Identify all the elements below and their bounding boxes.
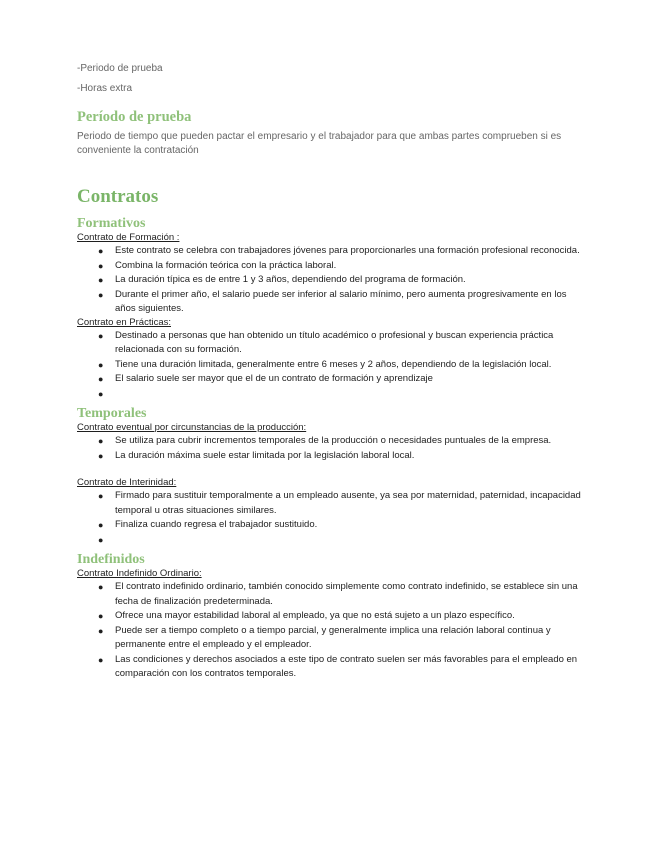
interinidad-subheading: Contrato de Interinidad: bbox=[77, 477, 177, 488]
periodo-heading: Período de prueba bbox=[77, 109, 192, 125]
bullet-icon: ● bbox=[98, 275, 104, 285]
spacer bbox=[77, 463, 587, 477]
eventual-subheading: Contrato eventual por circunstancias de la producción: bbox=[77, 422, 307, 433]
list-item: ● El contrato indefinido ordinario, también conocido simplemente como contrato indefinido, se establece sin una fecha de finalización predeterminada. bbox=[98, 581, 578, 607]
periodo-description: Periodo de tiempo que pueden pactar el empresario y el trabajador para que ambas partes comprueben si es conveniente la contratación bbox=[77, 131, 562, 156]
bullet-icon: ● bbox=[98, 359, 104, 370]
bullet-icon: ● bbox=[98, 289, 104, 300]
bullet-icon: ● bbox=[98, 534, 104, 545]
list-item bbox=[77, 387, 587, 402]
list-item: ● Tiene una duración limitada, generalmente entre 6 meses y 2 años, dependiendo de la legislación local. bbox=[77, 358, 587, 373]
list-item: ● Puede ser a tiempo completo o a tiempo parcial, y generalmente implica una relación laboral continua y permanente entre el empleado y el empleador. bbox=[98, 624, 551, 650]
temporales-heading: Temporales bbox=[77, 406, 147, 421]
formacion-list bbox=[77, 244, 587, 317]
list-item: ● La duración típica es de entre 1 y 3 años, dependiendo del programa de formación. bbox=[77, 273, 587, 288]
practicas-list bbox=[77, 329, 587, 402]
list-item: ● La duración máxima suele estar limitada por la legislación laboral local. bbox=[77, 449, 587, 464]
bullet-icon: ● bbox=[98, 450, 104, 461]
practicas-subheading: Contrato en Prácticas: bbox=[77, 316, 171, 328]
list-item: ● Destinado a personas que han obtenido un título académico o profesional y buscan experiencia práctica relacionada con su formación. bbox=[98, 329, 554, 355]
ordinario-subheading: Contrato Indefinido Ordinario: bbox=[77, 568, 202, 579]
bullet-icon: ● bbox=[98, 388, 104, 399]
bullet-icon: ● bbox=[98, 611, 104, 621]
bullet-icon: ● bbox=[98, 654, 104, 665]
contratos-heading: Contratos bbox=[77, 186, 159, 207]
list-item: ● El salario suele ser mayor que el de un contrato de formación y aprendizaje bbox=[77, 372, 587, 387]
formacion-subheading: Contrato de Formación : bbox=[77, 232, 180, 243]
bullet-icon: ● bbox=[98, 330, 104, 341]
bullet-icon: ● bbox=[98, 582, 104, 592]
formativos-heading: Formativos bbox=[77, 216, 146, 231]
list-item bbox=[77, 533, 587, 548]
list-item: ● Las condiciones y derechos asociados a este tipo de contrato suelen ser más favorables para el empleado en comparación con los contratos temporales. bbox=[98, 653, 578, 679]
list-item: ● Finaliza cuando regresa el trabajador sustituido. bbox=[77, 518, 587, 533]
document-content bbox=[77, 62, 587, 682]
bullet-icon: ● bbox=[98, 246, 104, 256]
bullet-icon: ● bbox=[98, 260, 104, 271]
bullet-icon: ● bbox=[98, 520, 104, 530]
list-item: ● Firmado para sustituir temporalmente a un empleado ausente, ya sea por maternidad, paternidad, incapacidad temporal u otras situaciones similares. bbox=[98, 490, 581, 516]
bullet-icon: ● bbox=[98, 436, 104, 446]
list-item: ● Se utiliza para cubrir incrementos temporales de la producción o necesidades puntuales de la empresa. bbox=[77, 434, 587, 449]
ordinario-list bbox=[77, 580, 587, 682]
indefinidos-heading: Indefinidos bbox=[77, 552, 145, 567]
list-item: ● Combina la formación teórica con la práctica laboral. bbox=[77, 259, 587, 274]
bullet-icon: ● bbox=[98, 491, 104, 501]
bullet-icon: ● bbox=[98, 374, 104, 384]
interinidad-list bbox=[77, 489, 587, 547]
list-item: ● Este contrato se celebra con trabajadores jóvenes para proporcionarles una formación profesional reconocida. bbox=[77, 244, 587, 259]
bullet-icon: ● bbox=[98, 625, 104, 636]
intro-line: -Horas extra bbox=[77, 83, 133, 94]
list-item: ● Durante el primer año, el salario puede ser inferior al salario mínimo, pero aumenta progresivamente en los años siguientes. bbox=[98, 288, 567, 314]
list-item: ● Ofrece una mayor estabilidad laboral al empleado, ya que no está sujeto a un plazo específico. bbox=[77, 609, 587, 624]
eventual-list bbox=[77, 434, 587, 463]
intro-line: -Periodo de prueba bbox=[77, 63, 163, 74]
